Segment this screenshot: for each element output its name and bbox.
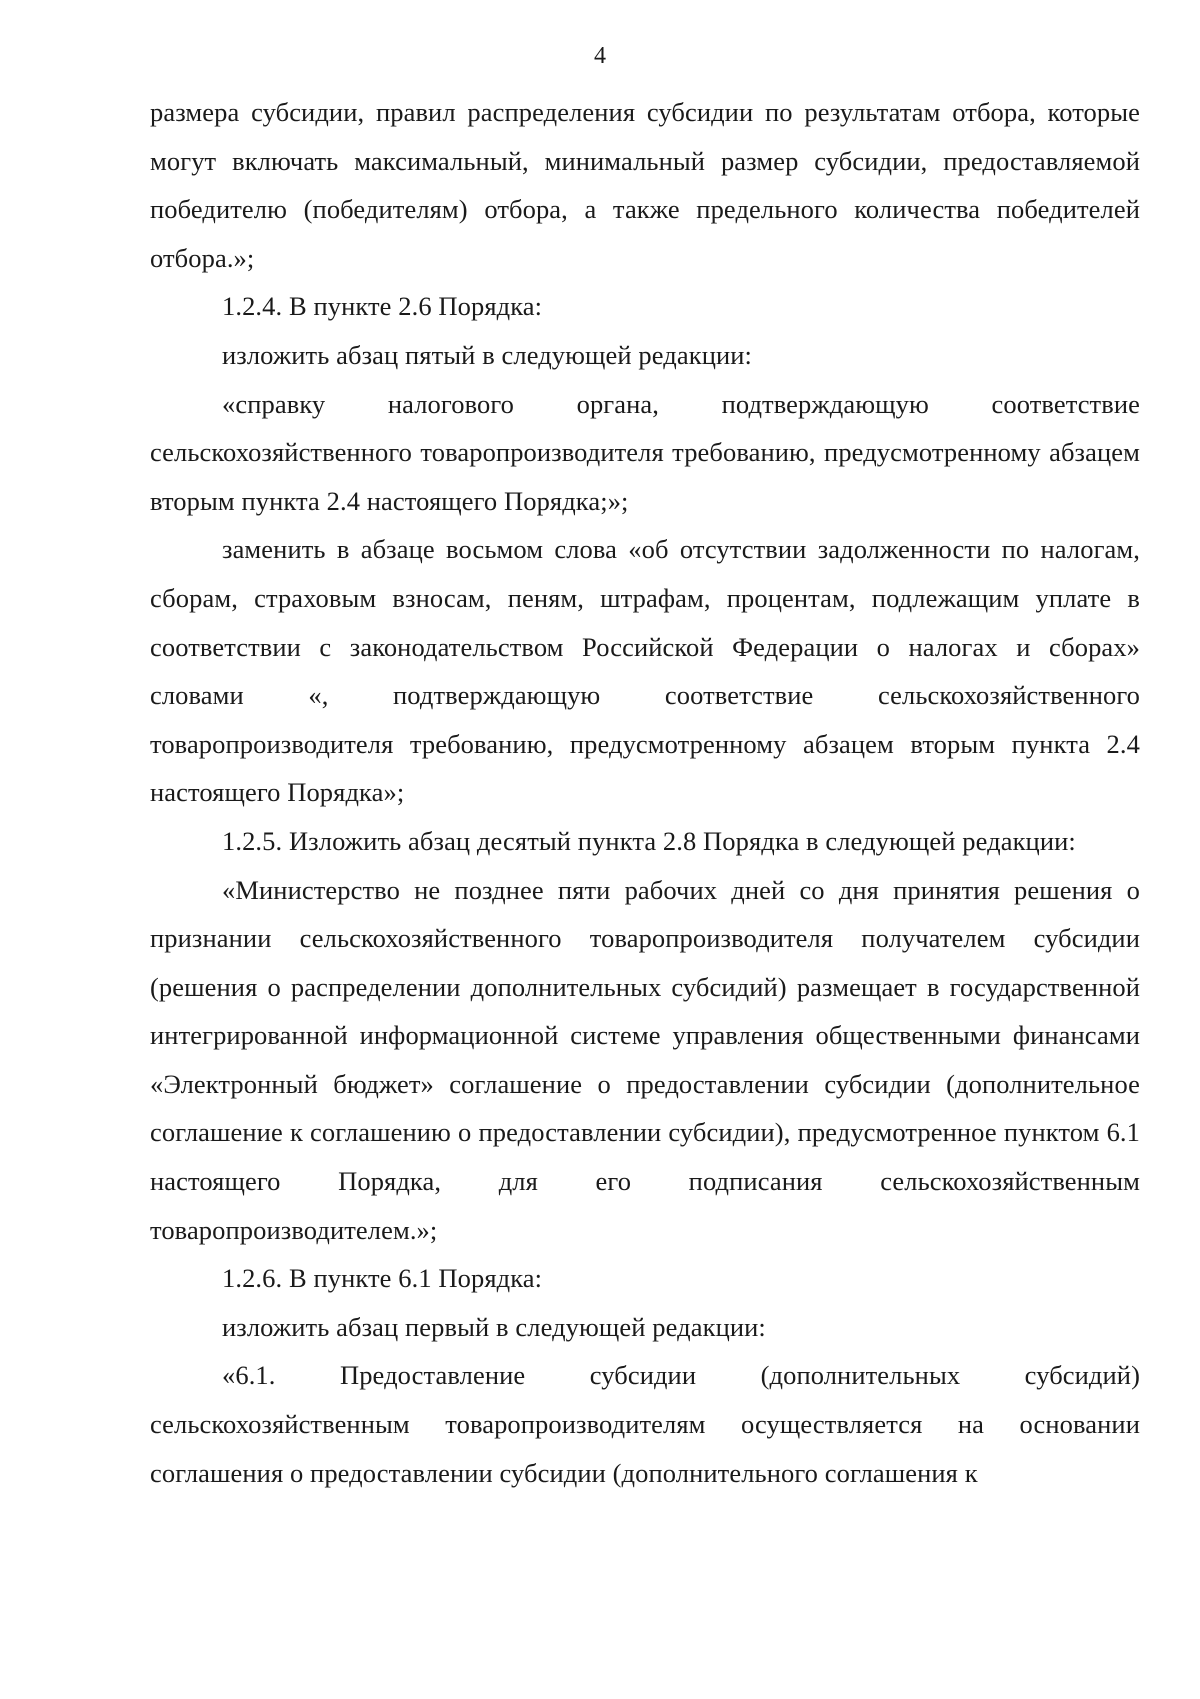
paragraph-continuation: размера субсидии, правил распределения субсидии по результатам отбора, которые могут включать максимальный, минимальный размер субсидии, предоставляемой победителю (победителям) отбора, а также предельного количества победителей отбора.»; — [150, 97, 1140, 273]
paragraph-quote: «справку налогового органа, подтверждающую соответствие сельскохозяйственного товаропроизводителя требованию, предусмотренному абзацем вторым пункта 2.4 настоящего Порядка;»; — [150, 388, 1140, 516]
document-body — [150, 88, 1140, 1497]
paragraph-clause-1-2-5: 1.2.5. Изложить абзац десятый пункта 2.8 Порядка в следующей редакции: — [222, 825, 1076, 856]
paragraph-clause-1-2-6: 1.2.6. В пункте 6.1 Порядка: — [222, 1263, 543, 1294]
page-number: 4 — [594, 43, 606, 69]
paragraph-instruction-first: изложить абзац первый в следующей редакции: — [222, 1311, 766, 1342]
paragraph-clause-1-2-4: 1.2.4. В пункте 2.6 Порядка: — [222, 291, 543, 322]
paragraph-replacement: заменить в абзаце восьмом слова «об отсутствии задолженности по налогам, сборам, страховым взносам, пеням, штрафам, процентам, подлежащим уплате в соответствии с законодательством Российской Федерации о налогах и сборах» словами «, подтверждающую соответствие сельскохозяйственного товаропроизводителя требованию, предусмотренному абзацем вторым пункта 2.4 настоящего Порядка»; — [150, 534, 1140, 808]
paragraph-ministry-quote: «Министерство не позднее пяти рабочих дней со дня принятия решения о признании сельскохозяйственного товаропроизводителя получателем субсидии (решения о распределении дополнительных субсидий) размещает в государственной интегрированной информационной системе управления общественными финансами «Электронный бюджет» соглашение о предоставлении субсидии (дополнительное соглашение к соглашению о предоставлении субсидии), предусмотренное пунктом 6.1 настоящего Порядка, для его подписания сельскохозяйственным товаропроизводителем.»; — [150, 874, 1140, 1245]
paragraph-quote-6-1: «6.1. Предоставление субсидии (дополнительных субсидий) сельскохозяйственным товаропроизводителям осуществляется на основании соглашения о предоставлении субсидии (дополнительного соглашения к — [150, 1360, 1140, 1488]
paragraph-instruction: изложить абзац пятый в следующей редакции: — [222, 339, 753, 370]
